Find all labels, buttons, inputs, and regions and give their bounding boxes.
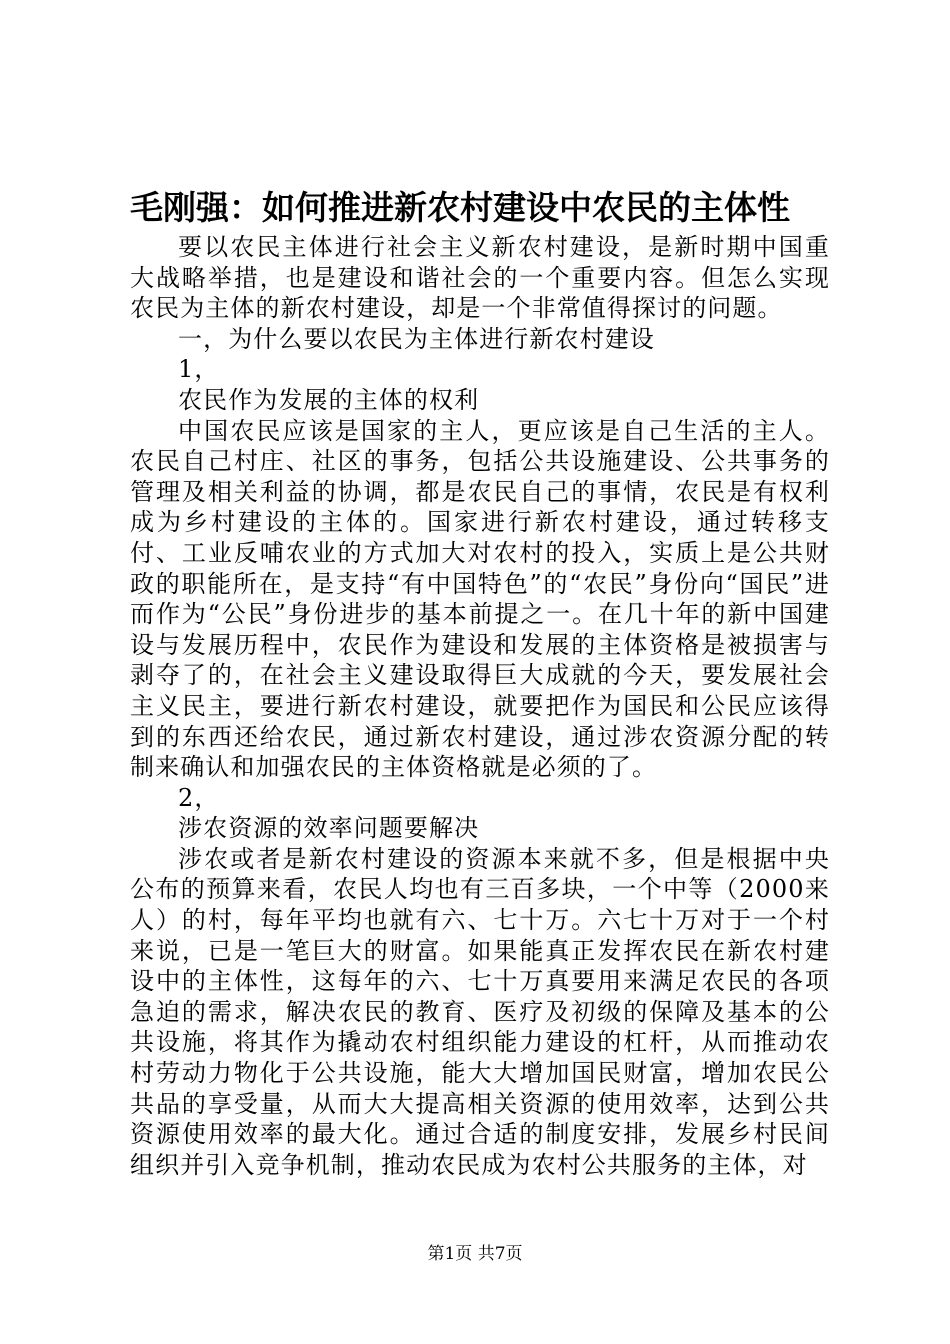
item-number-1: 1， [178, 355, 220, 384]
document-title: 毛刚强：如何推进新农村建设中农民的主体性 [130, 188, 790, 227]
paragraph-intro: 要以农民主体进行社会主义新农村建设，是新时期中国重大战略举措，也是建设和谐社会的一个重要内容。但怎么实现农民为主体的新农村建设，却是一个非常值得探讨的问题。 [130, 233, 830, 323]
paragraph-rights: 中国农民应该是国家的主人，更应该是自己生活的主人。农民自己村庄、社区的事务，包括公共设施建设、公共事务的管理及相关利益的协调，都是农民自己的事情，农民是有权利成为乡村建设的主体的。国家进行新农村建设，通过转移支付、工业反哺农业的方式加大对农村的投入，实质上是公共财政的职能所在，是支持“有中国特色”的“农民”身份向“国民”进而作为“公民”身份进步的基本前提之一。在几十年的新中国建设与发展历程中，农民作为建设和发展的主体资格是被损害与剥夺了的，在社会主义建设取得巨大成就的今天，要发展社会主义民主，要进行新农村建设，就要把作为国民和公民应该得到的东西还给农民，通过新农村建设，通过涉农资源分配的转制来确认和加强农民的主体资格就是必须的了。 [130, 416, 830, 782]
section-heading-1: 一，为什么要以农民为主体进行新农村建设 [178, 324, 655, 353]
document-body [130, 232, 830, 1180]
item-number-2: 2， [178, 783, 220, 812]
page-footer: 第1页 共7页 [427, 1244, 523, 1264]
item-heading-1: 农民作为发展的主体的权利 [178, 385, 480, 414]
item-heading-2: 涉农资源的效率问题要解决 [178, 814, 480, 843]
paragraph-efficiency: 涉农或者是新农村建设的资源本来就不多，但是根据中央公布的预算来看，农民人均也有三百多块，一个中等（2000来人）的村，每年平均也就有六、七十万。六七十万对于一个村来说，已是一笔巨大的财富。如果能真正发挥农民在新农村建设中的主体性，这每年的六、七十万真要用来满足农民的各项急迫的需求，解决农民的教育、医疗及初级的保障及基本的公共设施，将其作为撬动农村组织能力建设的杠杆，从而推动农村劳动力物化于公共设施，能大大增加国民财富，增加农民公共品的享受量，从而大大提高相关资源的使用效率，达到公共资源使用效率的最大化。通过合适的制度安排，发展乡村民间组织并引入竞争机制，推动农民成为农村公共服务的主体，对 [130, 844, 830, 1179]
